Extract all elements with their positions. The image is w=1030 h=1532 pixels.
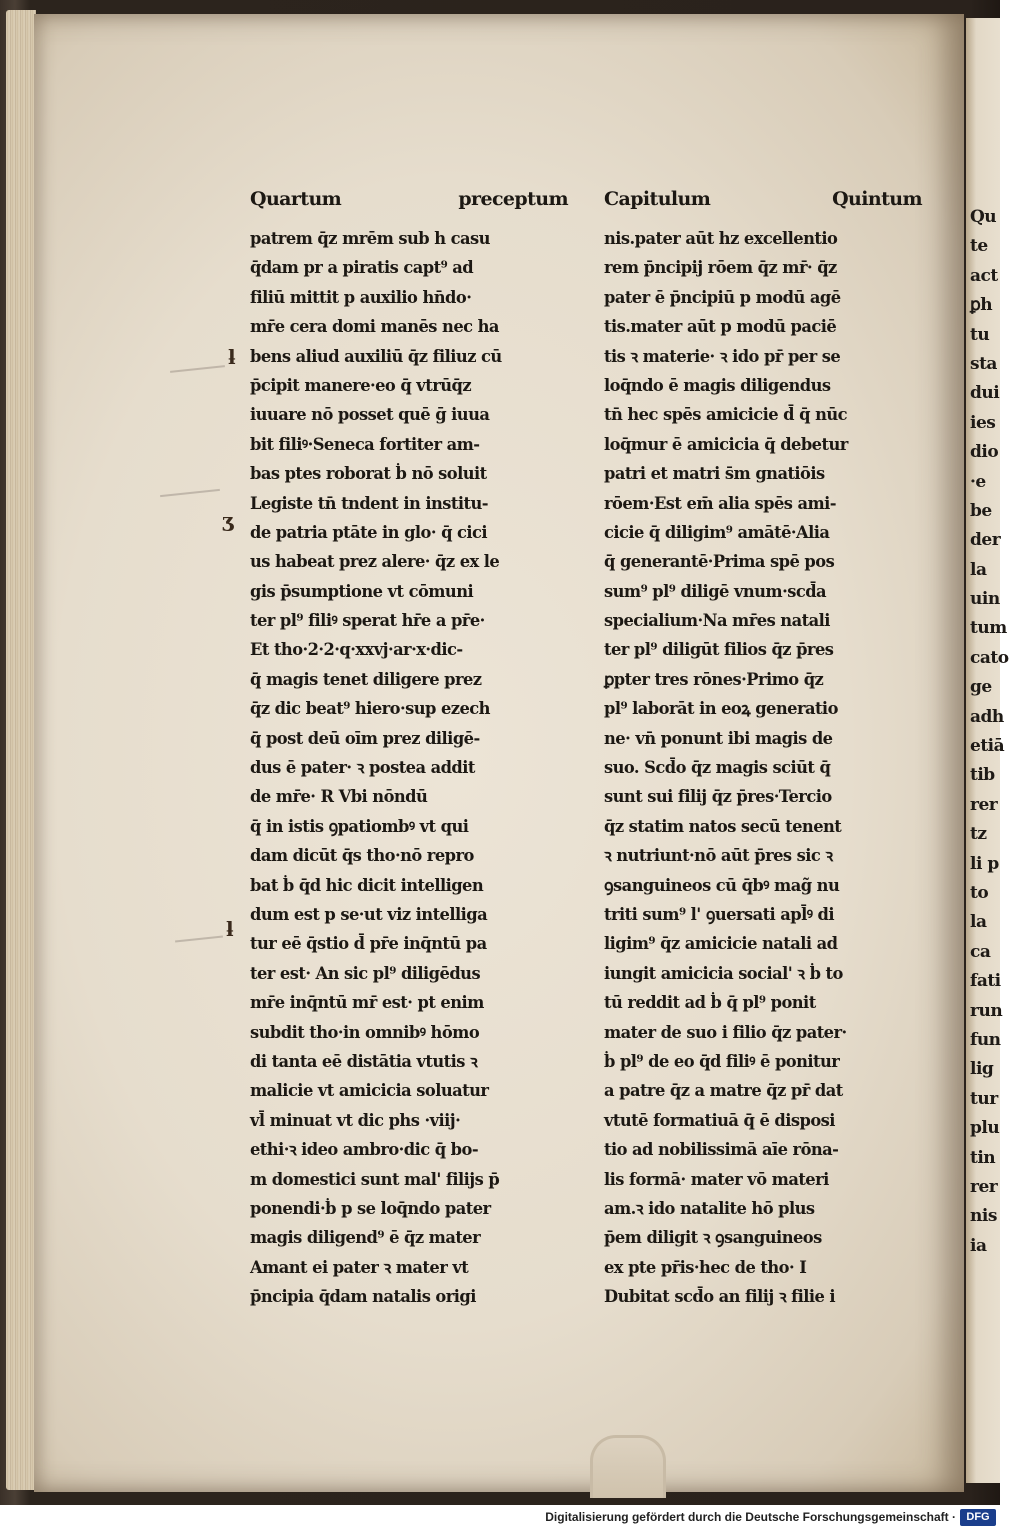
text-line: loq̄mur ē amicicia q̄ debetur — [604, 434, 848, 454]
text-line: iuuare nō posset quē ḡ iuua — [250, 405, 490, 425]
left-text-column — [250, 188, 568, 1311]
text-line: tū reddit ad ḃ q̄ pl⁹ ponit — [604, 993, 816, 1013]
text-line: malicie vt amicicia soluatur — [250, 1081, 489, 1101]
text-line: cicie q̄ diligim⁹ amātē·Alia — [604, 522, 830, 542]
text-line: ḃ pl⁹ de eo q̄d filiꝰ ē ponitur — [604, 1051, 840, 1071]
text-line: ꝯsanguineos cū q̄bꝰ mag̃ nu — [604, 875, 840, 895]
facing-text-line: tu — [970, 324, 990, 345]
right-text-column — [604, 188, 922, 1311]
text-line: patrem q̄z mrēm sub h casu — [250, 229, 490, 248]
text-line: vtutē formatiuā q̄ ē disposi — [604, 1110, 835, 1130]
text-line: loq̄ndo ē magis diligendus — [604, 375, 831, 395]
text-line: subdit tho·in omnibꝰ hōmo — [250, 1022, 480, 1042]
margin-mark: ƚ — [226, 917, 234, 941]
footer-bar — [0, 1505, 1000, 1532]
running-head-word: Quintum — [832, 188, 922, 210]
facing-text-line: der — [970, 530, 1001, 551]
text-line: q̄ generantē·Prima spē pos — [604, 552, 835, 572]
facing-text-line: cato — [970, 647, 1009, 668]
text-line: a patre q̄z a matre q̄z pr̄ dat — [604, 1081, 843, 1101]
facing-text-line: tib — [970, 765, 995, 786]
left-column-lines — [250, 224, 568, 1311]
text-line: p̄ncipia q̄dam natalis origi — [250, 1287, 476, 1307]
text-line: bit filiꝰ·Seneca fortiter am- — [250, 434, 480, 454]
margin-mark: ƚ — [228, 345, 236, 369]
funding-notice: Digitalisierung gefördert durch die Deutsche Forschungsgemeinschaft · — [545, 1510, 956, 1524]
text-line: ter est· An sic pl⁹ diligēdus — [250, 963, 481, 983]
text-line: ꝑpter tres rōnes·Primo q̄z — [604, 669, 824, 689]
text-line: am.ꝛ ido natalite hō plus — [604, 1198, 815, 1218]
text-line: filiū mittit p auxilio hn̄do· — [250, 287, 472, 307]
text-line: specialium·Na mr̄es natali — [604, 611, 830, 631]
text-line: mr̄e inq̄ntū mr̄ est· pt enim — [250, 993, 484, 1013]
facing-text-line: li p — [970, 853, 999, 874]
bookmark-tab — [590, 1435, 666, 1498]
text-line: nis.pater aūt hz excellentio — [604, 229, 838, 248]
text-line: ponendi·ḃ p se loq̄ndo pater — [250, 1198, 491, 1218]
text-line: p̄cipit manere·eo q̄ vtrūq̄z — [250, 375, 472, 395]
facing-text-line: etiā — [970, 736, 1005, 757]
facing-text-line: uin — [970, 589, 1000, 610]
facing-text-line: dio — [970, 442, 999, 463]
facing-text-line: ca — [970, 941, 991, 962]
text-line: iungit amicicia social' ꝛ ḃ to — [604, 963, 843, 983]
margin-mark: ʒ — [222, 508, 234, 532]
running-head-word: Quartum — [250, 188, 342, 210]
facing-text-line: rer — [970, 794, 998, 815]
running-head-right — [604, 188, 922, 224]
facing-text-line: dui — [970, 383, 1000, 404]
text-line: us habeat prez alere· q̄z ex le — [250, 552, 500, 572]
text-line: de patria ptāte in glo· q̄ cici — [250, 522, 488, 542]
text-line: Et tho·2·2·q·xxvj·ar·x·dic- — [250, 640, 463, 660]
text-line: q̄z dic beat⁹ hiero·sup ezech — [250, 699, 490, 719]
facing-text-line: plu — [970, 1118, 1000, 1139]
facing-text-line: ·e — [970, 471, 986, 492]
facing-text-line: tz — [970, 824, 987, 845]
text-line: bens aliud auxiliū q̄z filiuz cū — [250, 346, 502, 366]
text-line: mater de suo i filio q̄z pater· — [604, 1022, 847, 1042]
running-head-word: preceptum — [458, 188, 568, 210]
text-line: q̄ magis tenet diligere prez — [250, 669, 482, 689]
text-line: bat ḃ q̄d hic dicit intelligen — [250, 875, 484, 895]
facing-text-line: la — [970, 559, 987, 580]
text-line: p̄em diligit ꝛ ꝯsanguineos — [604, 1228, 822, 1248]
facing-text-line: sta — [970, 353, 997, 374]
text-line: ter pl⁹ filiꝰ sperat hr̄e a pr̄e· — [250, 611, 485, 631]
text-line: q̄ post deū oīm prez diligē- — [250, 728, 480, 748]
text-line: Dubitat scd̄o an filij ꝛ filie i — [604, 1287, 836, 1307]
book-edge — [6, 10, 36, 1490]
facing-text-line: Qu — [970, 207, 997, 227]
dfg-logo: DFG — [960, 1509, 996, 1526]
text-line: mr̄e cera domi manēs nec ha — [250, 317, 499, 337]
running-head-word: Capitulum — [604, 188, 711, 210]
text-line: tis.mater aūt p modū paciē — [604, 317, 837, 337]
facing-text-line: be — [970, 500, 992, 521]
facing-text-line: lig — [970, 1059, 994, 1080]
facing-text-line: ge — [970, 677, 992, 698]
text-line: lis formā· mater vō materi — [604, 1169, 829, 1189]
text-line: rem p̄ncipij rōem q̄z mr̄· q̄z — [604, 258, 837, 278]
right-column-lines — [604, 224, 922, 1311]
text-line: bas ptes roborat ḃ nō soluit — [250, 464, 487, 484]
text-line: suo. Scd̄o q̄z magis sciūt q̄ — [604, 758, 831, 778]
text-line: ligim⁹ q̄z amicicie natali ad — [604, 934, 838, 954]
text-line: tur eē q̄stio d̄ pr̄e inq̄ntū pa — [250, 934, 487, 954]
text-line: magis diligend⁹ ē q̄z mater — [250, 1228, 481, 1248]
text-line: q̄dam pr a piratis capt⁹ ad — [250, 258, 474, 278]
text-line: rōem·Est em̄ alia spēs ami- — [604, 493, 837, 513]
text-line: pater ē p̄ncipiū p modū agē — [604, 287, 841, 307]
text-line: vl̄ minuat vt dic phs ·viij· — [250, 1110, 461, 1130]
text-line: Amant ei pater ꝛ mater vt — [250, 1257, 469, 1277]
text-line: dum est p se·ut viz intelliga — [250, 904, 488, 924]
facing-text-line: fun — [970, 1029, 1001, 1050]
facing-page — [966, 18, 1009, 1483]
text-line: di tanta eē distātia vtutis ꝛ — [250, 1051, 478, 1071]
text-line: m domestici sunt mal' filijs p̄ — [250, 1169, 500, 1189]
text-line: gis p̄sumptione vt cōmuni — [250, 581, 474, 601]
text-line: ex pte pr̄is·hec de tho· I — [604, 1257, 807, 1277]
facing-text-line: nis — [970, 1206, 997, 1227]
text-line: dam dicūt q̄s tho·nō repro — [250, 846, 474, 866]
text-line: sunt sui filij q̄z p̄res·Tercio — [604, 787, 832, 807]
facing-text-line: fati — [970, 971, 1001, 992]
facing-text-line: ꝑh — [970, 295, 993, 316]
facing-text-line: te — [970, 236, 988, 257]
text-line: de mr̄e· R Vbi nōndū — [250, 787, 428, 807]
facing-text-line: act — [970, 265, 998, 286]
text-line: ꝛ nutriunt·nō aūt p̄res sic ꝛ — [604, 846, 833, 866]
text-line: ter pl⁹ diligūt filios q̄z p̄res — [604, 640, 834, 660]
facing-text-line: tum — [970, 618, 1007, 639]
facing-text-line: ies — [970, 412, 996, 433]
text-line: triti sum⁹ l' ꝯuersati apl̄ꝰ di — [604, 904, 835, 924]
text-line: q̄ in istis ꝯpatiombꝰ vt qui — [250, 816, 469, 836]
facing-page-text — [970, 203, 1030, 1261]
text-line: ne· vn̄ ponunt ibi magis de — [604, 728, 833, 748]
facing-text-line: run — [970, 1000, 1003, 1021]
facing-text-line: rer — [970, 1176, 998, 1197]
text-line: ethi·ꝛ ideo ambro·dic q̄ bo- — [250, 1140, 479, 1160]
text-line: q̄z statim natos secū tenent — [604, 816, 842, 836]
text-line: sum⁹ pl⁹ diligē vnum·scd̄a — [604, 581, 827, 601]
text-line: dus ē pater· ꝛ postea addit — [250, 758, 475, 778]
facing-text-line: to — [970, 882, 989, 903]
text-line: tio ad nobilissimā aīe rōna- — [604, 1140, 839, 1160]
facing-text-line: ia — [970, 1235, 987, 1256]
facing-text-line: adh — [970, 706, 1004, 727]
text-line: Legiste tn̄ tndent in institu- — [250, 493, 488, 513]
text-line: pl⁹ laborāt in eoꝝ generatio — [604, 699, 838, 719]
facing-text-line: tin — [970, 1147, 996, 1168]
facing-text-line: tur — [970, 1088, 998, 1109]
text-line: tis ꝛ materie· ꝛ ido pr̄ per se — [604, 346, 841, 366]
text-line: tn̄ hec spēs amicicie d̄ q̄ nūc — [604, 405, 848, 425]
running-head-left — [250, 188, 568, 224]
facing-text-line: la — [970, 912, 987, 933]
text-line: patri et matri s̄m gnatiōis — [604, 464, 825, 484]
